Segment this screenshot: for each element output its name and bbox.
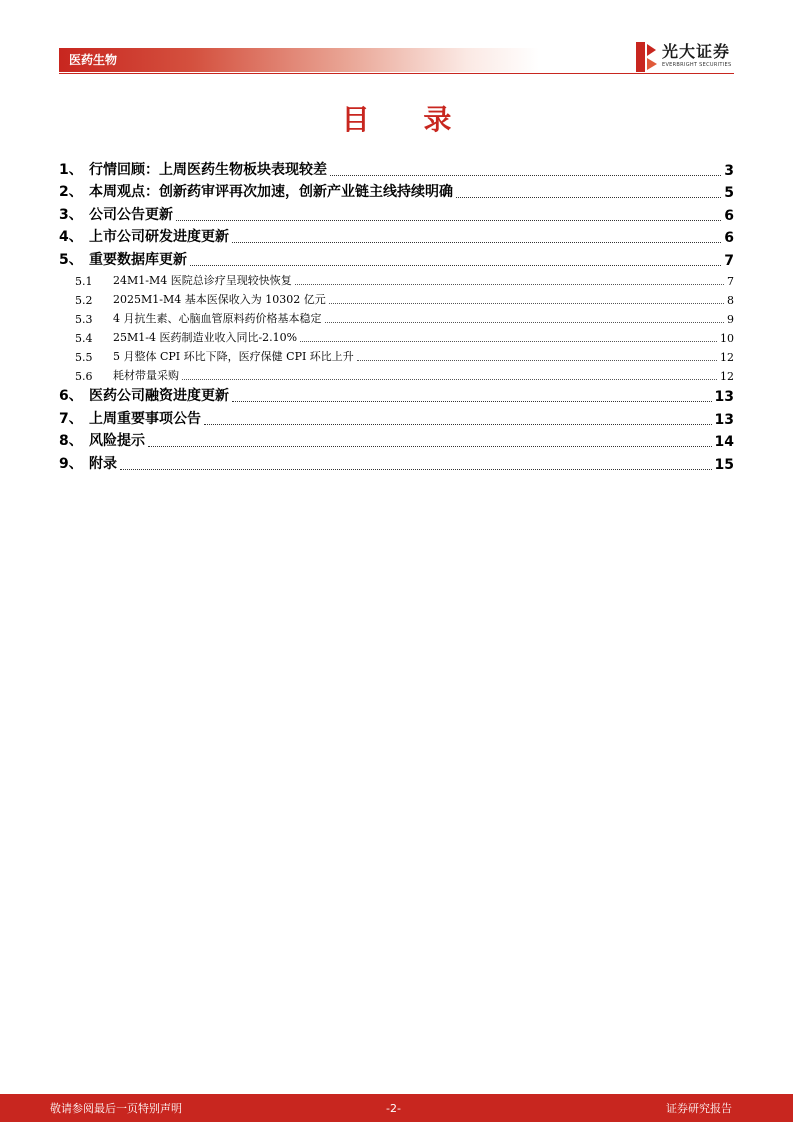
toc-entry[interactable] (59, 288, 734, 307)
toc-dot-leader (357, 359, 717, 361)
toc-entry-title[interactable]: 上市公司研发进度更新 (89, 229, 229, 245)
toc-dot-leader (329, 302, 724, 304)
toc-entry[interactable] (59, 345, 734, 364)
toc-entry-page[interactable]: 13 (714, 389, 734, 405)
toc-dot-leader (182, 378, 717, 380)
toc-dot-leader (190, 264, 721, 266)
toc-entry[interactable] (59, 156, 734, 179)
toc-entry-title[interactable]: 5 月整体 CPI 环比下降，医疗保健 CPI 环比上升 (113, 349, 354, 363)
toc-dot-leader (204, 423, 712, 425)
toc-entry-number: 5.3 (75, 312, 93, 326)
toc-entry-number: 2、 (59, 184, 83, 200)
everbright-logo-icon (636, 42, 658, 72)
toc-entry-page[interactable]: 10 (720, 331, 734, 345)
toc-dot-leader (300, 340, 717, 342)
toc-entry-number: 3、 (59, 206, 83, 223)
toc-entry-title[interactable]: 24M1-M4 医院总诊疗呈现较快恢复 (113, 273, 292, 287)
toc-entry-title[interactable]: 本周观点：创新药审评再次加速，创新产业链主线持续明确 (89, 184, 453, 200)
toc-dot-leader (232, 241, 721, 243)
header-divider (59, 73, 734, 74)
toc-entry-page[interactable]: 15 (714, 456, 734, 473)
toc-entry-number: 5.2 (75, 293, 93, 307)
toc-entry-number: 5.4 (75, 331, 93, 345)
toc-entry-title[interactable]: 附录 (89, 455, 117, 472)
toc-entry-page[interactable]: 13 (714, 411, 734, 428)
footer-report-type: 证券研究报告 (666, 1102, 732, 1115)
toc-dot-leader (295, 283, 724, 285)
section-label: 医药生物 (69, 53, 118, 67)
toc-dot-leader (120, 468, 712, 470)
toc-entry[interactable] (59, 201, 734, 224)
toc-entry-page[interactable]: 12 (720, 350, 734, 364)
toc-entry[interactable] (59, 428, 734, 451)
toc-entry[interactable] (59, 364, 734, 383)
toc-entry-number: 6、 (59, 388, 83, 404)
toc-entry[interactable] (59, 405, 734, 428)
toc-entry[interactable] (59, 179, 734, 202)
toc-entry-number: 7、 (59, 410, 83, 427)
toc-entry-page[interactable]: 8 (727, 293, 734, 307)
toc-entry[interactable] (59, 450, 734, 473)
toc-entry-number: 5.6 (75, 369, 93, 383)
toc-entry-title[interactable]: 公司公告更新 (89, 206, 173, 223)
footer-disclaimer: 敬请参阅最后一页特别声明 (50, 1102, 182, 1115)
toc-entry[interactable] (59, 307, 734, 326)
toc-entry-page[interactable]: 9 (727, 312, 734, 326)
toc-title: 目 录 (341, 103, 474, 136)
toc-entry[interactable] (59, 383, 734, 406)
toc-entry-number: 1、 (59, 161, 83, 178)
toc-entry-page[interactable]: 12 (720, 369, 734, 383)
brand-name-en: EVERBRIGHT SECURITIES (662, 62, 732, 68)
toc-entry-page[interactable]: 6 (724, 230, 734, 246)
toc-entry-page[interactable]: 6 (724, 207, 734, 224)
toc-entry-number: 9、 (59, 455, 83, 472)
table-of-contents (59, 156, 734, 473)
toc-entry-title[interactable]: 医药公司融资进度更新 (89, 388, 229, 404)
toc-entry-title[interactable]: 重要数据库更新 (89, 251, 187, 268)
toc-entry-title[interactable]: 2025M1-M4 基本医保收入为 10302 亿元 (113, 292, 326, 306)
toc-entry-number: 5.5 (75, 350, 93, 364)
toc-entry-number: 4、 (59, 229, 83, 245)
toc-dot-leader (176, 219, 721, 221)
toc-entry-page[interactable]: 3 (724, 162, 734, 179)
toc-entry-title[interactable]: 4 月抗生素、心脑血管原料药价格基本稳定 (113, 311, 322, 325)
toc-entry-page[interactable]: 14 (714, 434, 734, 450)
toc-entry[interactable] (59, 224, 734, 247)
toc-entry-number: 5.1 (75, 274, 93, 288)
toc-dot-leader (330, 174, 721, 176)
toc-entry-title[interactable]: 耗材带量采购 (113, 368, 179, 382)
brand-name-cn: 光大证券 (662, 42, 731, 61)
toc-entry-page[interactable]: 7 (724, 252, 734, 269)
toc-entry-page[interactable]: 7 (727, 274, 734, 288)
toc-entry-title[interactable]: 25M1-4 医药制造业收入同比-2.10% (113, 330, 298, 344)
toc-entry[interactable] (59, 269, 734, 288)
toc-dot-leader (148, 445, 712, 447)
toc-entry[interactable] (59, 326, 734, 345)
header-band (59, 48, 539, 72)
toc-entry[interactable] (59, 246, 734, 269)
toc-entry-number: 5、 (59, 251, 83, 268)
toc-dot-leader (232, 400, 712, 402)
toc-dot-leader (325, 321, 725, 323)
page-number: -2- (386, 1102, 401, 1115)
toc-entry-number: 8、 (59, 433, 83, 449)
brand-logo (636, 42, 736, 72)
toc-entry-title[interactable]: 行情回顾：上周医药生物板块表现较差 (89, 161, 327, 178)
toc-dot-leader (456, 196, 721, 198)
toc-entry-title[interactable]: 上周重要事项公告 (89, 410, 201, 427)
toc-entry-page[interactable]: 5 (724, 185, 734, 201)
toc-entry-title[interactable]: 风险提示 (89, 433, 145, 449)
